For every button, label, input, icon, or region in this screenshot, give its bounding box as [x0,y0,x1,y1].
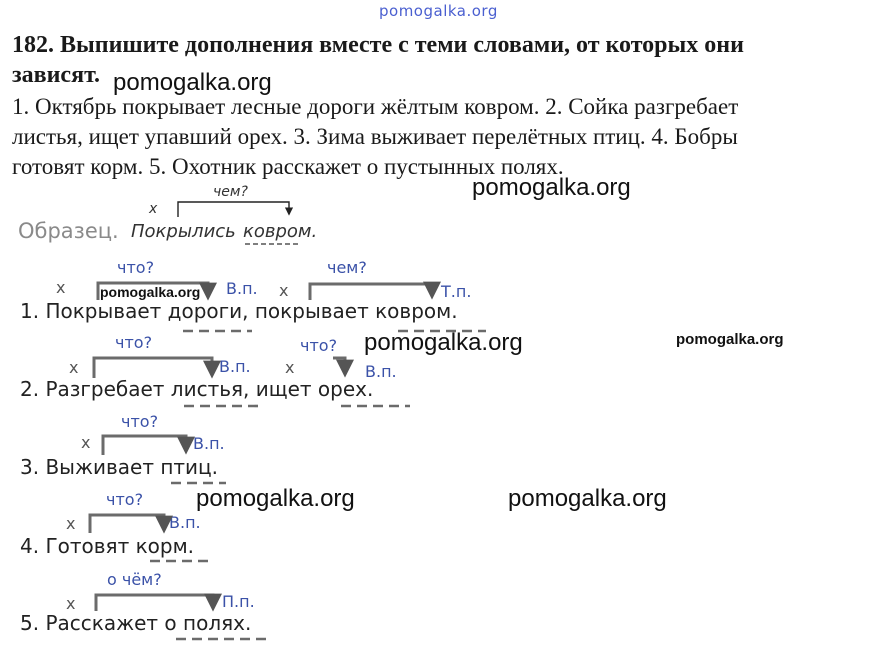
answer-2-question-2: что? [300,336,338,355]
answer-1-case-1: В.п. [226,279,258,298]
answer-1-x2: x [279,281,289,300]
watermark-2: pomogalka.org [472,174,631,201]
answer-2-question-1: что? [115,333,153,352]
answer-3-question-1: что? [121,412,159,431]
watermark-6: pomogalka.org [196,485,355,512]
answer-5-case-1: П.п. [222,592,255,611]
answer-2-x2: x [285,358,295,377]
answer-2-case-1: В.п. [219,357,251,376]
answer-4-x1: x [66,514,76,533]
watermark-1: pomogalka.org [113,69,272,96]
answer-1-x1: x [56,278,66,297]
answer-2-case-2: В.п. [365,362,397,381]
sample-bracket [178,202,289,217]
answer-2-x1: x [69,358,79,377]
sample-word-object: ковром. [243,221,318,242]
watermark-5: pomogalka.org [676,331,784,348]
task-text-line-3: готовят корм. 5. Охотник расскажет о пустынных полях. [12,154,564,179]
watermark-7: pomogalka.org [508,485,667,512]
task-title-line-2: зависят. [12,62,101,88]
answer-4-bracket-1 [90,515,164,533]
answer-3-bracket-1 [103,436,186,455]
answer-2-bracket-1 [94,358,212,378]
answer-1-text: 1. Покрывает дороги, покрывает ковром. [20,299,458,323]
answer-4-case-1: В.п. [169,513,201,532]
answer-4-text: 4. Готовят корм. [20,534,195,558]
task-text-line-2: листья, ищет упавший орех. 3. Зима выживает перелётных птиц. 4. Бобры [12,124,738,149]
answer-5-text: 5. Расскажет о полях. [20,611,252,635]
answer-1-case-2: Т.п. [441,282,472,301]
watermark-3: pomogalka.org [100,284,201,300]
watermark-4: pomogalka.org [364,329,523,356]
answer-1-bracket-2 [310,284,432,300]
task-title-line-1: 182. Выпишите дополнения вместе с теми словами, от которых они [12,32,744,58]
sample-label: Образец. [18,219,119,243]
answer-5-question-1: о чём? [107,570,162,589]
answer-5-x1: x [66,594,76,613]
sample-x-mark: x [149,201,158,217]
answer-3-case-1: В.п. [193,434,225,453]
answer-2-text: 2. Разгребает листья, ищет орех. [20,377,374,401]
task-text-line-1: 1. Октябрь покрывает лесные дороги жёлтым ковром. 2. Сойка разгребает [12,94,739,119]
answer-1-question-1: что? [117,258,155,277]
answer-2-bracket-2 [333,358,345,374]
answer-3-x1: x [81,433,91,452]
answer-5-bracket-1 [96,595,213,611]
answer-1-question-2: чем? [327,258,367,277]
sample-question: чем? [213,184,248,200]
sample-word-verb: Покрылись [131,221,236,242]
answer-3-text: 3. Выживает птиц. [20,455,219,479]
answer-4-question-1: что? [106,490,144,509]
top-watermark: pomogalka.org [379,2,498,20]
